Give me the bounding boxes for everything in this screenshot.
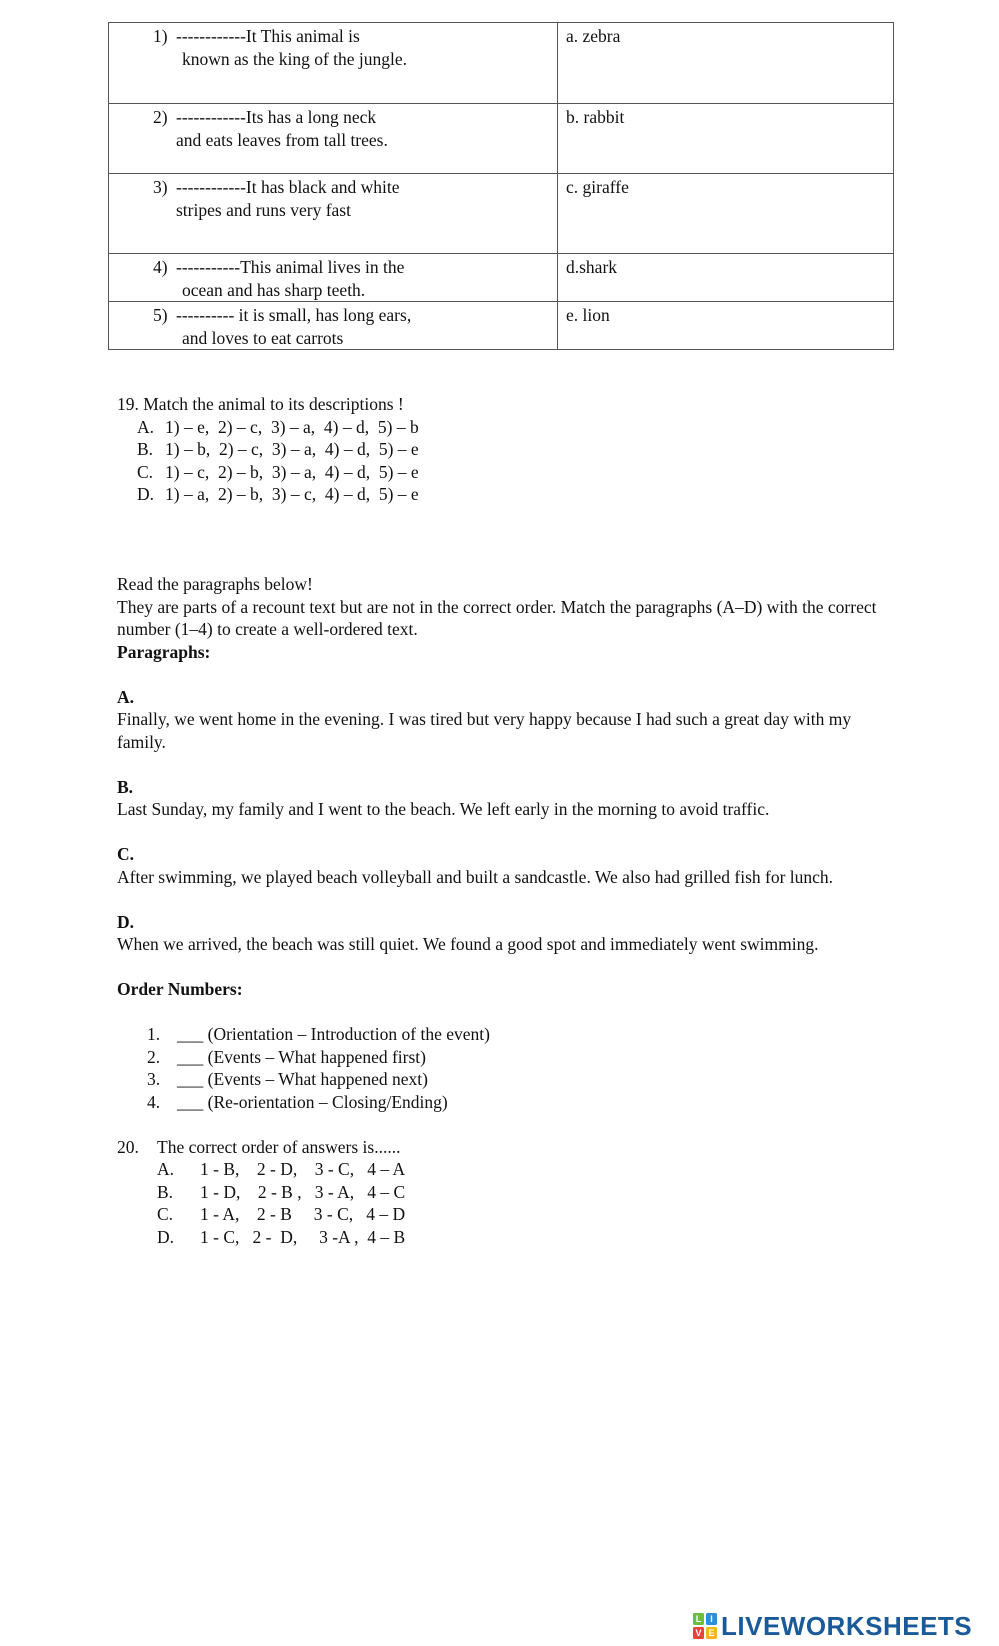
choice-letter: A. [157,1159,175,1179]
table-row [109,104,894,174]
paragraph-label-b: B. [117,776,134,797]
choice-letter: B. [157,1181,174,1202]
order-number: 4. [147,1091,161,1112]
answer-option: b. rabbit [566,107,625,127]
row-number: 1) [153,26,168,46]
order-list [117,1023,897,1113]
description-cell [109,174,558,254]
choice-letter: D. [137,484,155,504]
order-text: ___ (Events – What happened next) [177,1069,428,1089]
instruction-text: They are parts of a recount text but are not in the correct order. Match the paragraphs (A–D) with the correct number (1–4) to create a well-ordered text. [117,596,877,639]
answer-choice-c [117,1203,897,1226]
choice-letter: C. [137,461,154,482]
svg-text:E: E [708,1628,715,1638]
answer-option: d.shark [566,257,618,277]
answer-cell [558,104,894,174]
table-row [109,254,894,302]
question-number: 20. [117,1136,139,1157]
answer-cell [558,174,894,254]
description-line2: known as the king of the jungle. [182,48,408,69]
answer-choice-d [117,1226,897,1249]
choice-text: 1 - B, 2 - D, 3 - C, 4 – A [200,1159,406,1179]
description-line2: ocean and has sharp teeth. [182,279,366,300]
choice-letter: A. [137,416,155,437]
order-text: ___ (Orientation – Introduction of the event) [177,1024,490,1044]
paragraph-text-c: After swimming, we played beach volleyball and built a sandcastle. We also had grilled fish for lunch. [117,866,834,887]
answer-cell [558,254,894,302]
description-cell [109,254,558,302]
answer-choice-c [117,461,897,484]
question-20 [117,1136,897,1249]
liveworksheets-logo-mark-icon [693,1613,717,1639]
order-number: 1. [147,1024,161,1044]
choice-letter: C. [157,1204,174,1224]
answer-choice-b [117,1181,897,1204]
row-number: 3) [153,177,168,197]
description-line1: -----------This animal lives in the [176,257,405,277]
answer-cell [558,23,894,104]
description-line2: stripes and runs very fast [176,199,351,220]
paragraph-text-b: Last Sunday, my family and I went to the beach. We left early in the morning to avoid traffic. [117,799,770,819]
choice-text: 1 - D, 2 - B , 3 - A, 4 – C [200,1181,406,1202]
description-cell [109,104,558,174]
choice-letter: D. [157,1226,175,1247]
list-item [117,1023,897,1046]
answer-choice-a [117,1158,897,1181]
svg-text:I: I [710,1614,713,1624]
answer-option: c. giraffe [566,177,629,197]
answer-choice-b [117,438,897,461]
answer-choice-d [117,483,897,506]
question-19 [117,393,897,506]
choice-text: 1 - C, 2 - D, 3 -A , 4 – B [200,1226,406,1247]
logo-text: LIVEWORKSHEETS [721,1611,973,1641]
paragraph-text-a: Finally, we went home in the evening. I was tired but very happy because I had such a great day with my family. [117,709,852,752]
order-text: ___ (Re-orientation – Closing/Ending) [177,1091,448,1112]
choice-text: 1 - A, 2 - B 3 - C, 4 – D [200,1204,406,1224]
table-row [109,302,894,350]
answer-choice-a [117,416,897,439]
matching-table [108,22,894,350]
choice-text: 1) – e, 2) – c, 3) – a, 4) – d, 5) – b [165,416,419,437]
description-cell [109,23,558,104]
description-cell [109,302,558,350]
choice-text: 1) – c, 2) – b, 3) – a, 4) – d, 5) – e [165,461,419,482]
row-number: 5) [153,305,168,325]
order-number: 3. [147,1069,161,1089]
table-row [109,174,894,254]
order-numbers-heading: Order Numbers: [117,979,243,999]
description-line1: ------------It has black and white [176,177,400,197]
list-item [117,1091,897,1114]
paragraphs-heading: Paragraphs: [117,641,211,662]
order-number: 2. [147,1046,161,1067]
paragraph-label-d: D. [117,911,135,932]
table-row [109,23,894,104]
question-text: 19. Match the animal to its descriptions ! [117,394,404,414]
order-text: ___ (Events – What happened first) [177,1046,426,1067]
answer-cell [558,302,894,350]
liveworksheets-logo [693,1611,972,1641]
reading-section [117,573,897,1248]
list-item [117,1046,897,1069]
answer-option: e. lion [566,305,610,325]
choice-letter: B. [137,439,154,459]
choice-text: 1) – b, 2) – c, 3) – a, 4) – d, 5) – e [165,439,419,459]
paragraph-label-c: C. [117,844,135,864]
description-line1: ------------It This animal is [176,26,360,46]
svg-text:L: L [695,1614,702,1624]
question-text: The correct order of answers is...... [157,1136,401,1157]
paragraph-label-a: A. [117,686,135,707]
paragraph-text-d: When we arrived, the beach was still quiet. We found a good spot and immediately went swimming. [117,934,819,954]
list-item [117,1068,897,1091]
answer-option: a. zebra [566,26,621,46]
description-line2: and eats leaves from tall trees. [176,129,388,150]
description-line1: ------------Its has a long neck [176,107,377,127]
row-number: 2) [153,107,168,127]
svg-text:V: V [695,1628,702,1638]
description-line1: ---------- it is small, has long ears, [176,305,412,325]
row-number: 4) [153,257,168,277]
instruction-line: Read the paragraphs below! [117,574,313,594]
description-line2: and loves to eat carrots [182,327,344,348]
choice-text: 1) – a, 2) – b, 3) – c, 4) – d, 5) – e [165,484,419,504]
